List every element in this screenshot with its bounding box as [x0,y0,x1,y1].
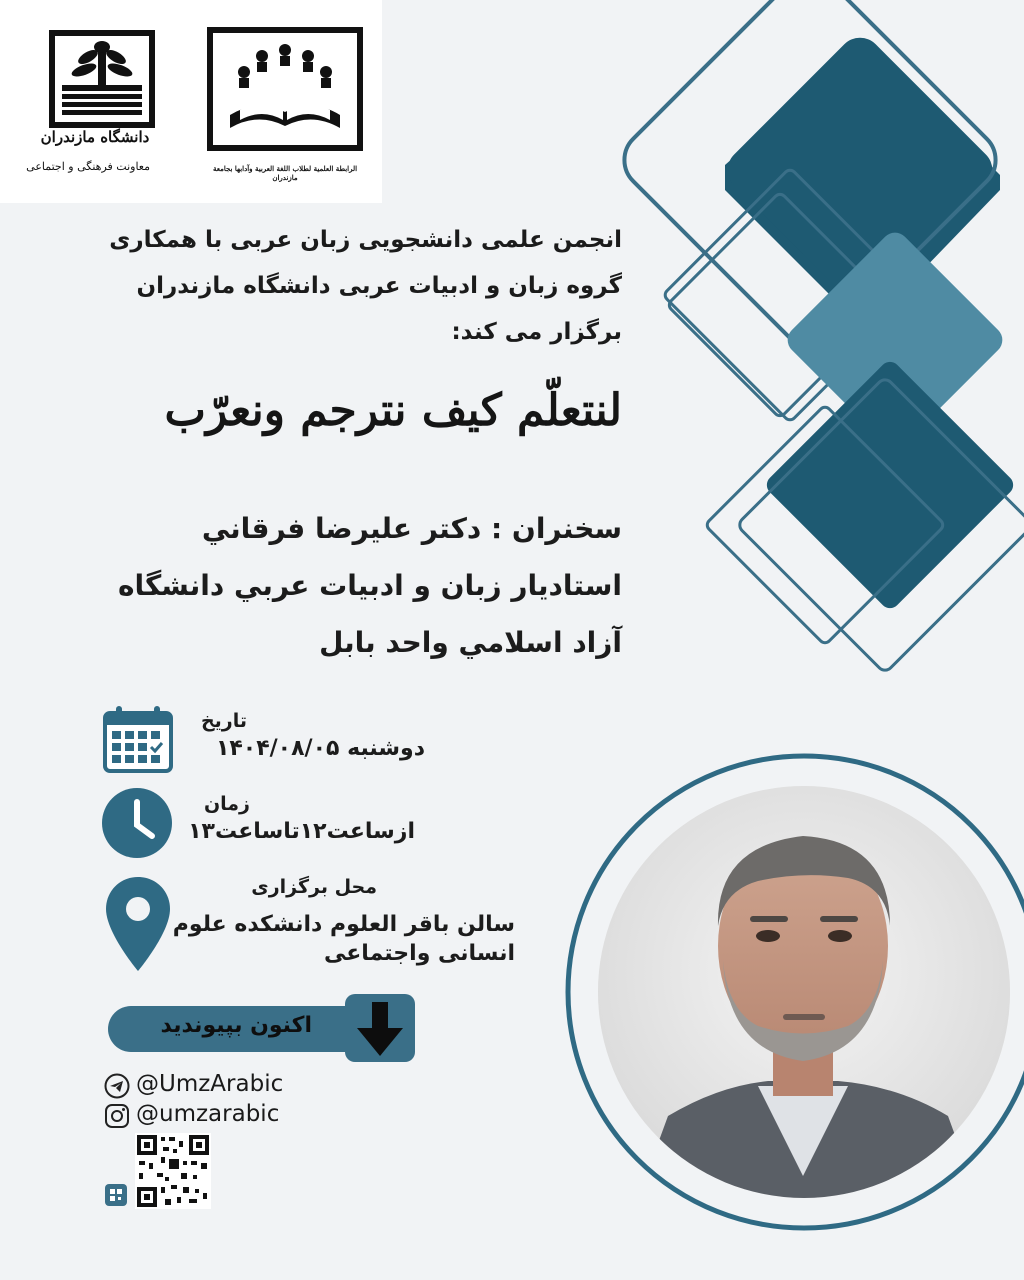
logo-panel [0,0,382,203]
instagram-handle: @umzarabic [136,1101,280,1127]
qr-code-icon[interactable] [135,1133,211,1209]
telegram-link[interactable] [104,1071,324,1101]
arrow-down-icon [345,994,415,1062]
speaker-line-2: استاديار زبان و ادبيات عربي دانشگاه [117,569,622,602]
time-label: زمان [203,793,250,815]
intro-text [62,217,622,355]
association-name: الرابطة العلمية لطلاب اللغة العربية وآدابها بجامعة مازندران [212,164,358,182]
instagram-link[interactable] [104,1101,324,1131]
instagram-icon [104,1103,130,1129]
date-value: دوشنبه ۱۴۰۴/۰۸/۰۵ [215,736,425,761]
qr-scan-icon [105,1184,127,1206]
venue-block [172,876,515,966]
time-value: ازساعت۱۲تاساعت۱۳ [188,819,415,844]
join-now-label: اکنون بپیوندید [160,1013,312,1038]
university-name: دانشگاه مازندران [40,128,150,146]
location-pin-icon [104,875,172,973]
university-subtitle: معاونت فرهنگی و اجتماعی [26,160,150,173]
clock-icon [100,786,174,860]
speaker-portrait-image [598,786,1010,1198]
date-block [175,710,425,761]
venue-line-1: سالن باقر العلوم دانشکده علوم [172,912,515,937]
telegram-icon [104,1073,130,1099]
date-label: تاریخ [200,710,247,732]
speaker-photo [598,786,1010,1198]
speaker-info [2,500,622,671]
calendar-icon [102,703,174,775]
venue-label: محل برگزاری [251,876,377,898]
telegram-handle: @UmzArabic [136,1071,284,1097]
speaker-line-1: سخنران : دكتر عليرضا فرقاني [201,512,622,545]
intro-line-2: گروه زبان و ادبیات عربی دانشگاه مازندران [136,273,622,299]
venue-line-2: انسانی واجتماعی [324,941,515,966]
association-logo-icon [200,20,370,180]
event-title: لنتعلّم كيف نترجم ونعرّب [164,385,622,436]
intro-line-3: برگزار می کند: [451,319,622,345]
time-block [175,793,415,844]
speaker-line-3: آزاد اسلامي واحد بابل [319,626,622,659]
intro-line-1: انجمن علمی دانشجویی زبان عربی با همکاری [109,227,622,253]
